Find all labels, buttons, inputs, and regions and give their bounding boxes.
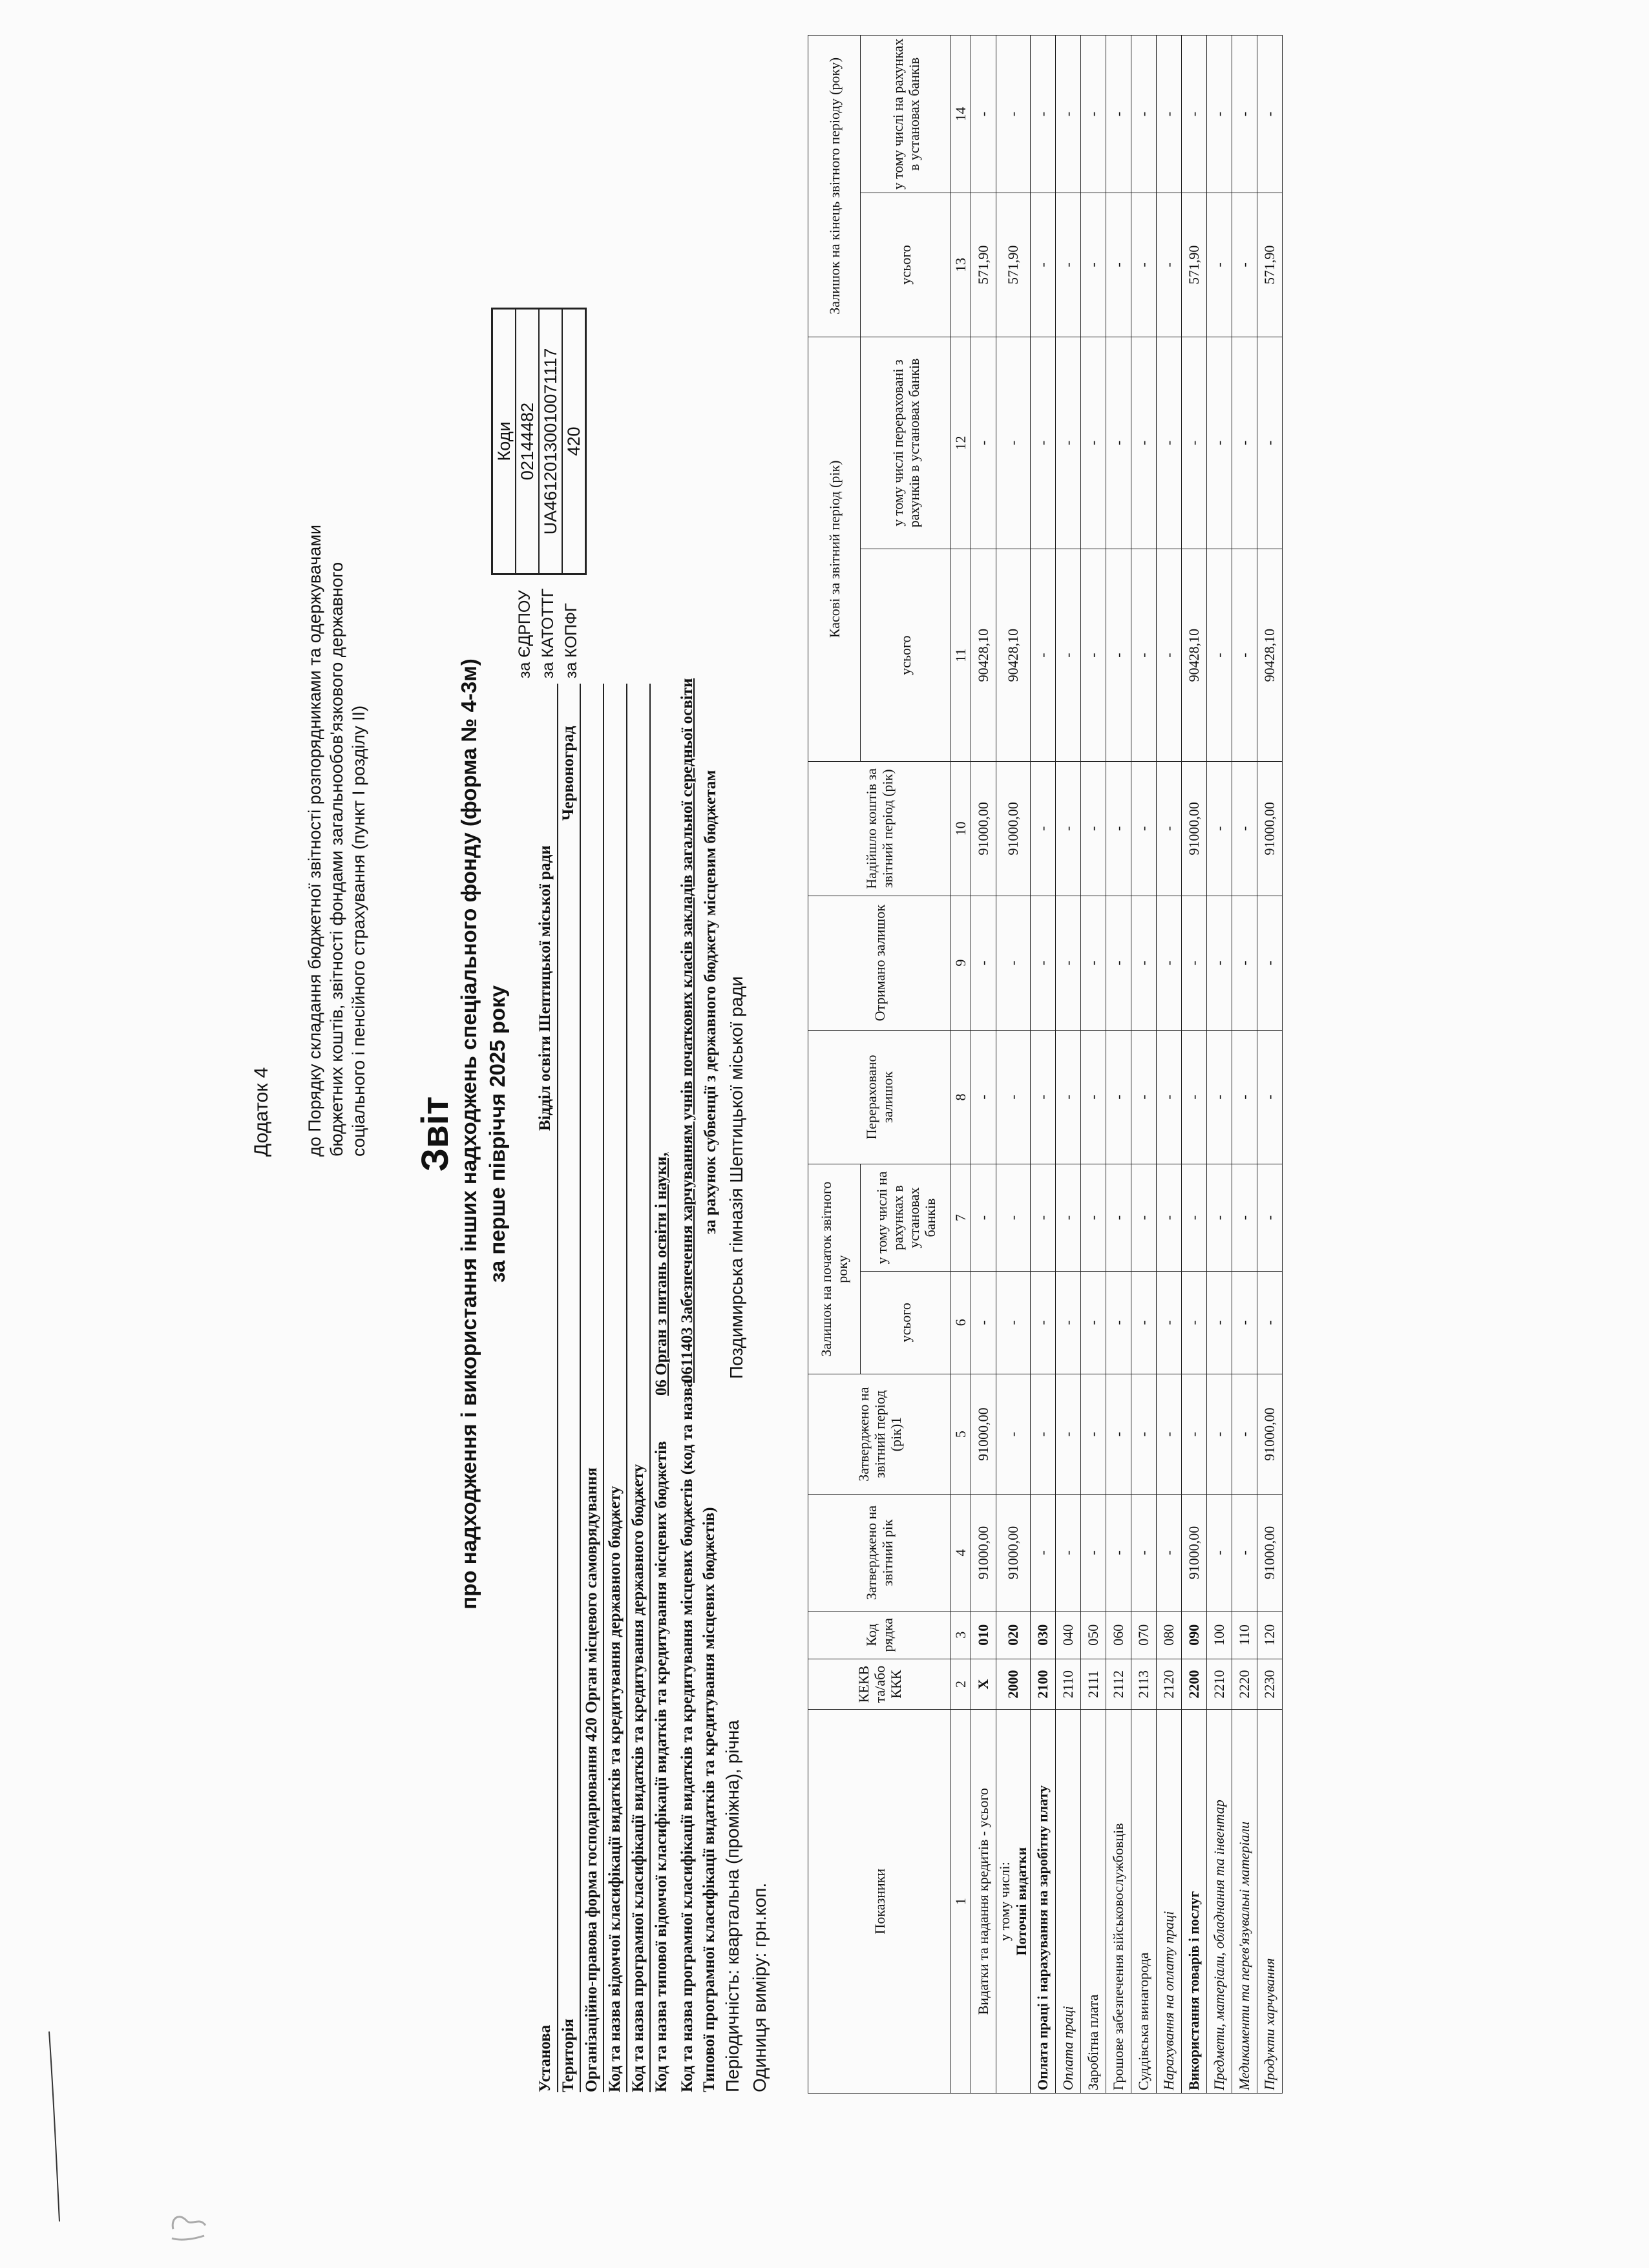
table-row	[1106, 36, 1131, 2094]
cell-c10: -	[1056, 761, 1081, 896]
cell-c12: -	[1182, 337, 1207, 549]
column-numbers-row	[951, 36, 971, 2094]
col-incoming: Надійшло коштів за звітний період (рік)	[808, 761, 951, 896]
cell-c11: 90428,10	[1182, 549, 1207, 762]
cell-c4: 91000,00	[1182, 1495, 1207, 1611]
recipient: Поздимирська гімназія Шептицької міської ради	[726, 976, 746, 1379]
cell-c11: 90428,10	[1257, 549, 1283, 762]
table-body	[971, 36, 1283, 2094]
cell-kekv: 2113	[1131, 1659, 1157, 1709]
cell-c14: -	[1106, 36, 1131, 193]
row-indicator: Використання товарів і послуг	[1182, 1710, 1207, 2094]
cell-c8: -	[1056, 1030, 1081, 1164]
rule	[557, 684, 558, 2092]
cell-c5: -	[996, 1374, 1031, 1495]
cell-c11: -	[1157, 549, 1182, 762]
column-number: 2	[951, 1659, 971, 1709]
cell-c4: 91000,00	[1257, 1495, 1283, 1611]
column-number: 4	[951, 1495, 971, 1611]
cell-c12: -	[996, 337, 1031, 549]
cell-c11: -	[1031, 549, 1056, 762]
cell-kekv: 2000	[996, 1659, 1031, 1709]
cell-c13: 571,90	[971, 193, 996, 337]
kopfg-code: 420	[562, 310, 585, 573]
cell-c14: -	[1157, 36, 1182, 193]
cell-c10: -	[1207, 761, 1232, 896]
cell-kekv: 2112	[1106, 1659, 1131, 1709]
column-number: 12	[951, 337, 971, 549]
cell-c11: 90428,10	[971, 549, 996, 762]
report-title: Звіт	[414, 1096, 456, 1172]
cell-kekv: 2120	[1157, 1659, 1182, 1709]
cell-c14: -	[971, 36, 996, 193]
row-indicator: Продукти харчування	[1257, 1710, 1283, 2094]
cell-c9: -	[1257, 896, 1283, 1030]
cell-c13: -	[1081, 193, 1106, 337]
appendix-text	[304, 510, 370, 1157]
table-row	[1081, 36, 1106, 2094]
column-number: 13	[951, 193, 971, 337]
table-row	[1157, 36, 1182, 2094]
program-code: Код та назва програмної класифікації видатків та кредитування державного бюджету	[629, 1464, 647, 2092]
cell-c12: -	[1257, 337, 1283, 549]
cell-c9: -	[1081, 896, 1106, 1030]
col-cash-transferred: у тому числі перераховані з рахунків в установах банків	[861, 337, 951, 549]
cell-c7: -	[1257, 1164, 1283, 1271]
cell-kekv: 2220	[1232, 1659, 1257, 1709]
cell-c14: -	[1257, 36, 1283, 193]
local-prog-value-2: за рахунок субвенції з державного бюджету місцевим бюджетам	[702, 770, 719, 1234]
local-prog-value-1: 0611403 Забезпечення харчуванням учнів початкових класів закладів загальної середньої освіти	[678, 678, 696, 1383]
cell-c11: -	[1131, 549, 1157, 762]
row-indicator: Оплата праці	[1056, 1710, 1081, 2094]
cell-c13: -	[1207, 193, 1232, 337]
cell-c10: 91000,00	[996, 761, 1031, 896]
cell-c11: -	[1056, 549, 1081, 762]
cell-c6: -	[1232, 1271, 1257, 1374]
cell-c10: -	[1131, 761, 1157, 896]
cell-code: 110	[1232, 1611, 1257, 1659]
table-row	[1257, 36, 1283, 2094]
row-indicator: Предмети, матеріали, обладнання та інвентар	[1207, 1710, 1232, 2094]
cell-c4: -	[1106, 1495, 1131, 1611]
report-subtitle: про надходження і використання інших надходжень спеціального фонду (форма № 4-3м)	[457, 658, 481, 1610]
col-balance-end: Залишок на кінець звітного періоду (року)	[808, 36, 861, 337]
cell-kekv: 2100	[1031, 1659, 1056, 1709]
col-kekv: КЕКВ та/або ККК	[808, 1659, 951, 1709]
cell-c10: -	[1081, 761, 1106, 896]
cell-c9: -	[1131, 896, 1157, 1030]
cell-c10: -	[1157, 761, 1182, 896]
cell-c4: -	[1207, 1495, 1232, 1611]
typical-dept-value: 06 Орган з питань освіти і науки,	[653, 1152, 670, 1396]
row-indicator: Оплата праці і нарахування на заробітну плату	[1031, 1710, 1056, 2094]
katottg-code: UA46120130010071117	[538, 310, 562, 573]
rule	[626, 684, 627, 2092]
cell-code: 120	[1257, 1611, 1283, 1659]
cell-c14: -	[1232, 36, 1257, 193]
cell-c13: 571,90	[996, 193, 1031, 337]
col-balance-start: Залишок на початок звітного року	[808, 1164, 861, 1374]
cell-c9: -	[996, 896, 1031, 1030]
column-number: 8	[951, 1030, 971, 1164]
cell-c5: -	[1207, 1374, 1232, 1495]
cell-c7: -	[1182, 1164, 1207, 1271]
cell-c13: -	[1131, 193, 1157, 337]
cell-c5: -	[1232, 1374, 1257, 1495]
cell-c7: -	[1131, 1164, 1157, 1271]
cell-c14: -	[1056, 36, 1081, 193]
cell-c11: -	[1106, 549, 1131, 762]
cell-c7: -	[1031, 1164, 1056, 1271]
cell-c4: -	[1157, 1495, 1182, 1611]
cell-c6: -	[971, 1271, 996, 1374]
institution-value: Відділ освіти Шептицької міської ради	[536, 845, 554, 1131]
col-approved-period: Затверджено на звітний період (рік)1	[808, 1374, 951, 1495]
cell-c6: -	[1131, 1271, 1157, 1374]
cell-code: 080	[1157, 1611, 1182, 1659]
cell-c13: -	[1232, 193, 1257, 337]
legal-form: Організаційно-правова форма господарювання 420 Орган місцевого самоврядування	[583, 1467, 600, 2092]
cell-c14: -	[1131, 36, 1157, 193]
table-row	[1131, 36, 1157, 2094]
rule	[580, 684, 581, 2092]
institution-label: Установа	[536, 2024, 554, 2092]
cell-c4: -	[1081, 1495, 1106, 1611]
cell-c6: -	[1081, 1271, 1106, 1374]
cell-c6: -	[1157, 1271, 1182, 1374]
cell-c9: -	[1182, 896, 1207, 1030]
cell-c4: -	[1056, 1495, 1081, 1611]
cell-c8: -	[1081, 1030, 1106, 1164]
cell-c11: -	[1232, 549, 1257, 762]
row-indicator: у тому числі: Поточні видатки	[996, 1710, 1031, 2094]
cell-c6: -	[1182, 1271, 1207, 1374]
appendix-title: Додаток 4	[251, 1067, 272, 1157]
territory-label: Територія	[560, 2019, 577, 2092]
table-row	[1207, 36, 1232, 2094]
cell-c6: -	[1056, 1271, 1081, 1374]
cell-c5: -	[1157, 1374, 1182, 1495]
column-number: 1	[951, 1710, 971, 2094]
cell-c8: -	[1031, 1030, 1056, 1164]
column-number: 7	[951, 1164, 971, 1271]
col-cash-total: усього	[861, 549, 951, 762]
cell-c4: 91000,00	[996, 1495, 1031, 1611]
row-indicator: Грошове забезпечення військовослужбовців	[1106, 1710, 1131, 2094]
cell-c8: -	[971, 1030, 996, 1164]
col-cash-exp: Касові за звітний період (рік)	[808, 337, 861, 761]
cell-c5: -	[1106, 1374, 1131, 1495]
cell-c4: -	[1232, 1495, 1257, 1611]
cell-c12: -	[1157, 337, 1182, 549]
cell-c12: -	[1131, 337, 1157, 549]
cell-c13: -	[1031, 193, 1056, 337]
column-number: 3	[951, 1611, 971, 1659]
row-indicator: Заробітна плата	[1081, 1710, 1106, 2094]
rule	[603, 684, 604, 2092]
pen-stroke-mark	[26, 2029, 65, 2223]
cell-code: 060	[1106, 1611, 1131, 1659]
column-number: 10	[951, 761, 971, 896]
cell-c11: 90428,10	[996, 549, 1031, 762]
cell-c5: 91000,00	[971, 1374, 996, 1495]
table-row	[996, 36, 1031, 2094]
cell-c14: -	[1031, 36, 1056, 193]
cell-c12: -	[1081, 337, 1106, 549]
cell-c6: -	[1031, 1271, 1056, 1374]
handwritten-page-number	[167, 2207, 209, 2245]
cell-code: 040	[1056, 1611, 1081, 1659]
report-table	[808, 35, 1283, 2094]
cell-c5: -	[1056, 1374, 1081, 1495]
cell-c7: -	[1081, 1164, 1106, 1271]
cell-c10: -	[1106, 761, 1131, 896]
periodicity: Періодичність: квартальна (проміжна), річна	[722, 1720, 742, 2092]
cell-c7: -	[1207, 1164, 1232, 1271]
table-row	[1182, 36, 1207, 2094]
cell-c8: -	[1257, 1030, 1283, 1164]
column-number: 5	[951, 1374, 971, 1495]
table-row	[1056, 36, 1081, 2094]
cell-c13: 571,90	[1182, 193, 1207, 337]
cell-c6: -	[1257, 1271, 1283, 1374]
row-indicator: Суддівська винагорода	[1131, 1710, 1157, 2094]
cell-c10: 91000,00	[1257, 761, 1283, 896]
cell-c9: -	[1232, 896, 1257, 1030]
codes-header: Коди	[494, 421, 514, 461]
kopfg-label: за КОПФГ	[562, 603, 580, 678]
cell-c8: -	[1207, 1030, 1232, 1164]
cell-code: 050	[1081, 1611, 1106, 1659]
cell-c14: -	[1081, 36, 1106, 193]
col-indicators: Показники	[808, 1710, 951, 2094]
cell-c9: -	[971, 896, 996, 1030]
col-transferred: Перераховано залишок	[808, 1030, 951, 1164]
cell-kekv: X	[971, 1659, 996, 1709]
cell-kekv: 2111	[1081, 1659, 1106, 1709]
rule	[649, 684, 651, 2092]
col-balance-end-total: усього	[861, 193, 951, 337]
territory-value: Червоноград	[560, 726, 577, 821]
cell-c12: -	[971, 337, 996, 549]
edrpou-code: 02144482	[515, 310, 538, 573]
cell-c6: -	[1106, 1271, 1131, 1374]
col-balance-start-banks: у тому числі на рахунках в установах банків	[861, 1164, 951, 1271]
cell-c9: -	[1106, 896, 1131, 1030]
cell-c5: -	[1081, 1374, 1106, 1495]
cell-c11: -	[1207, 549, 1232, 762]
cell-code: 010	[971, 1611, 996, 1659]
dept-code: Код та назва відомчої класифікації видатків та кредитування державного бюджету	[606, 1486, 624, 2092]
cell-c4: -	[1031, 1495, 1056, 1611]
unit-of-measure: Одиниця виміру: грн.коп.	[750, 1882, 770, 2092]
cell-c5: -	[1182, 1374, 1207, 1495]
cell-code: 090	[1182, 1611, 1207, 1659]
cell-c8: -	[1106, 1030, 1131, 1164]
cell-c10: 91000,00	[1182, 761, 1207, 896]
cell-c12: -	[1207, 337, 1232, 549]
row-indicator: Видатки та надання кредитів - усього	[971, 1710, 996, 2094]
edrpou-label: за ЄДРПОУ	[516, 590, 534, 678]
cell-c10: -	[1031, 761, 1056, 896]
cell-c12: -	[1056, 337, 1081, 549]
cell-code: 020	[996, 1611, 1031, 1659]
cell-c7: -	[1157, 1164, 1182, 1271]
local-prog-label-1: Код та назва програмної класифікації видатків та кредитування місцевих бюджетів (код та назва	[678, 1379, 696, 2092]
cell-c5: -	[1131, 1374, 1157, 1495]
cell-c14: -	[1182, 36, 1207, 193]
cell-c5: -	[1031, 1374, 1056, 1495]
cell-c4: -	[1131, 1495, 1157, 1611]
table-row	[1232, 36, 1257, 2094]
cell-c14: -	[996, 36, 1031, 193]
cell-c7: -	[971, 1164, 996, 1271]
cell-c8: -	[1157, 1030, 1182, 1164]
row-indicator: Нарахування на оплату праці	[1157, 1710, 1182, 2094]
cell-c13: -	[1157, 193, 1182, 337]
cell-c12: -	[1106, 337, 1131, 549]
cell-c9: -	[1157, 896, 1182, 1030]
cell-c8: -	[1182, 1030, 1207, 1164]
cell-code: 100	[1207, 1611, 1232, 1659]
cell-c8: -	[996, 1030, 1031, 1164]
cell-c7: -	[1232, 1164, 1257, 1271]
cell-c9: -	[1056, 896, 1081, 1030]
cell-c4: 91000,00	[971, 1495, 996, 1611]
col-received: Отримано залишок	[808, 896, 951, 1030]
cell-c10: -	[1232, 761, 1257, 896]
local-prog-label-2: Типової програмної класифікації видатків та кредитування місцевих бюджетів)	[700, 1507, 718, 2092]
table-row	[971, 36, 996, 2094]
appendix-line: соціального і пенсійного страхування (пункт I розділу II)	[349, 705, 368, 1157]
col-balance-start-total: усього	[861, 1271, 951, 1374]
cell-c13: -	[1056, 193, 1081, 337]
cell-kekv: 2230	[1257, 1659, 1283, 1709]
table-row	[1031, 36, 1056, 2094]
cell-c12: -	[1031, 337, 1056, 549]
column-number: 9	[951, 896, 971, 1030]
cell-c9: -	[1031, 896, 1056, 1030]
appendix-line: до Порядку складання бюджетної звітності розпорядниками та одержувачами	[305, 525, 324, 1157]
cell-kekv: 2210	[1207, 1659, 1232, 1709]
report-period: за перше півріччя 2025 року	[485, 985, 509, 1283]
cell-c7: -	[1106, 1164, 1131, 1271]
cell-c6: -	[1207, 1271, 1232, 1374]
katottg-label: за КАТОТТГ	[539, 588, 557, 678]
cell-code: 070	[1131, 1611, 1157, 1659]
cell-c9: -	[1207, 896, 1232, 1030]
cell-c14: -	[1207, 36, 1232, 193]
cell-c10: 91000,00	[971, 761, 996, 896]
cell-c8: -	[1232, 1030, 1257, 1164]
cell-c7: -	[1056, 1164, 1081, 1271]
cell-c11: -	[1081, 549, 1106, 762]
cell-c5: 91000,00	[1257, 1374, 1283, 1495]
cell-kekv: 2200	[1182, 1659, 1207, 1709]
cell-c8: -	[1131, 1030, 1157, 1164]
cell-c7: -	[996, 1164, 1031, 1271]
cell-c13: 571,90	[1257, 193, 1283, 337]
codes-box	[491, 308, 587, 575]
column-number: 11	[951, 549, 971, 762]
cell-c6: -	[996, 1271, 1031, 1374]
col-balance-end-banks: у тому числі на рахунках в установах банків	[861, 36, 951, 193]
cell-code: 030	[1031, 1611, 1056, 1659]
typical-dept-label: Код та назва типової відомчої класифікації видатків та кредитування місцевих бюджетів	[653, 1441, 670, 2092]
cell-c13: -	[1106, 193, 1131, 337]
column-number: 6	[951, 1271, 971, 1374]
cell-kekv: 2110	[1056, 1659, 1081, 1709]
row-indicator: Медикаменти та перев'язувальні матеріали	[1232, 1710, 1257, 2094]
cell-c12: -	[1232, 337, 1257, 549]
col-row-code: Код рядка	[808, 1611, 951, 1659]
column-number: 14	[951, 36, 971, 193]
appendix-line: бюджетних коштів, звітності фондами загальнообов'язкового державного	[327, 562, 346, 1157]
col-approved-year: Затверджено на звітний рік	[808, 1495, 951, 1611]
